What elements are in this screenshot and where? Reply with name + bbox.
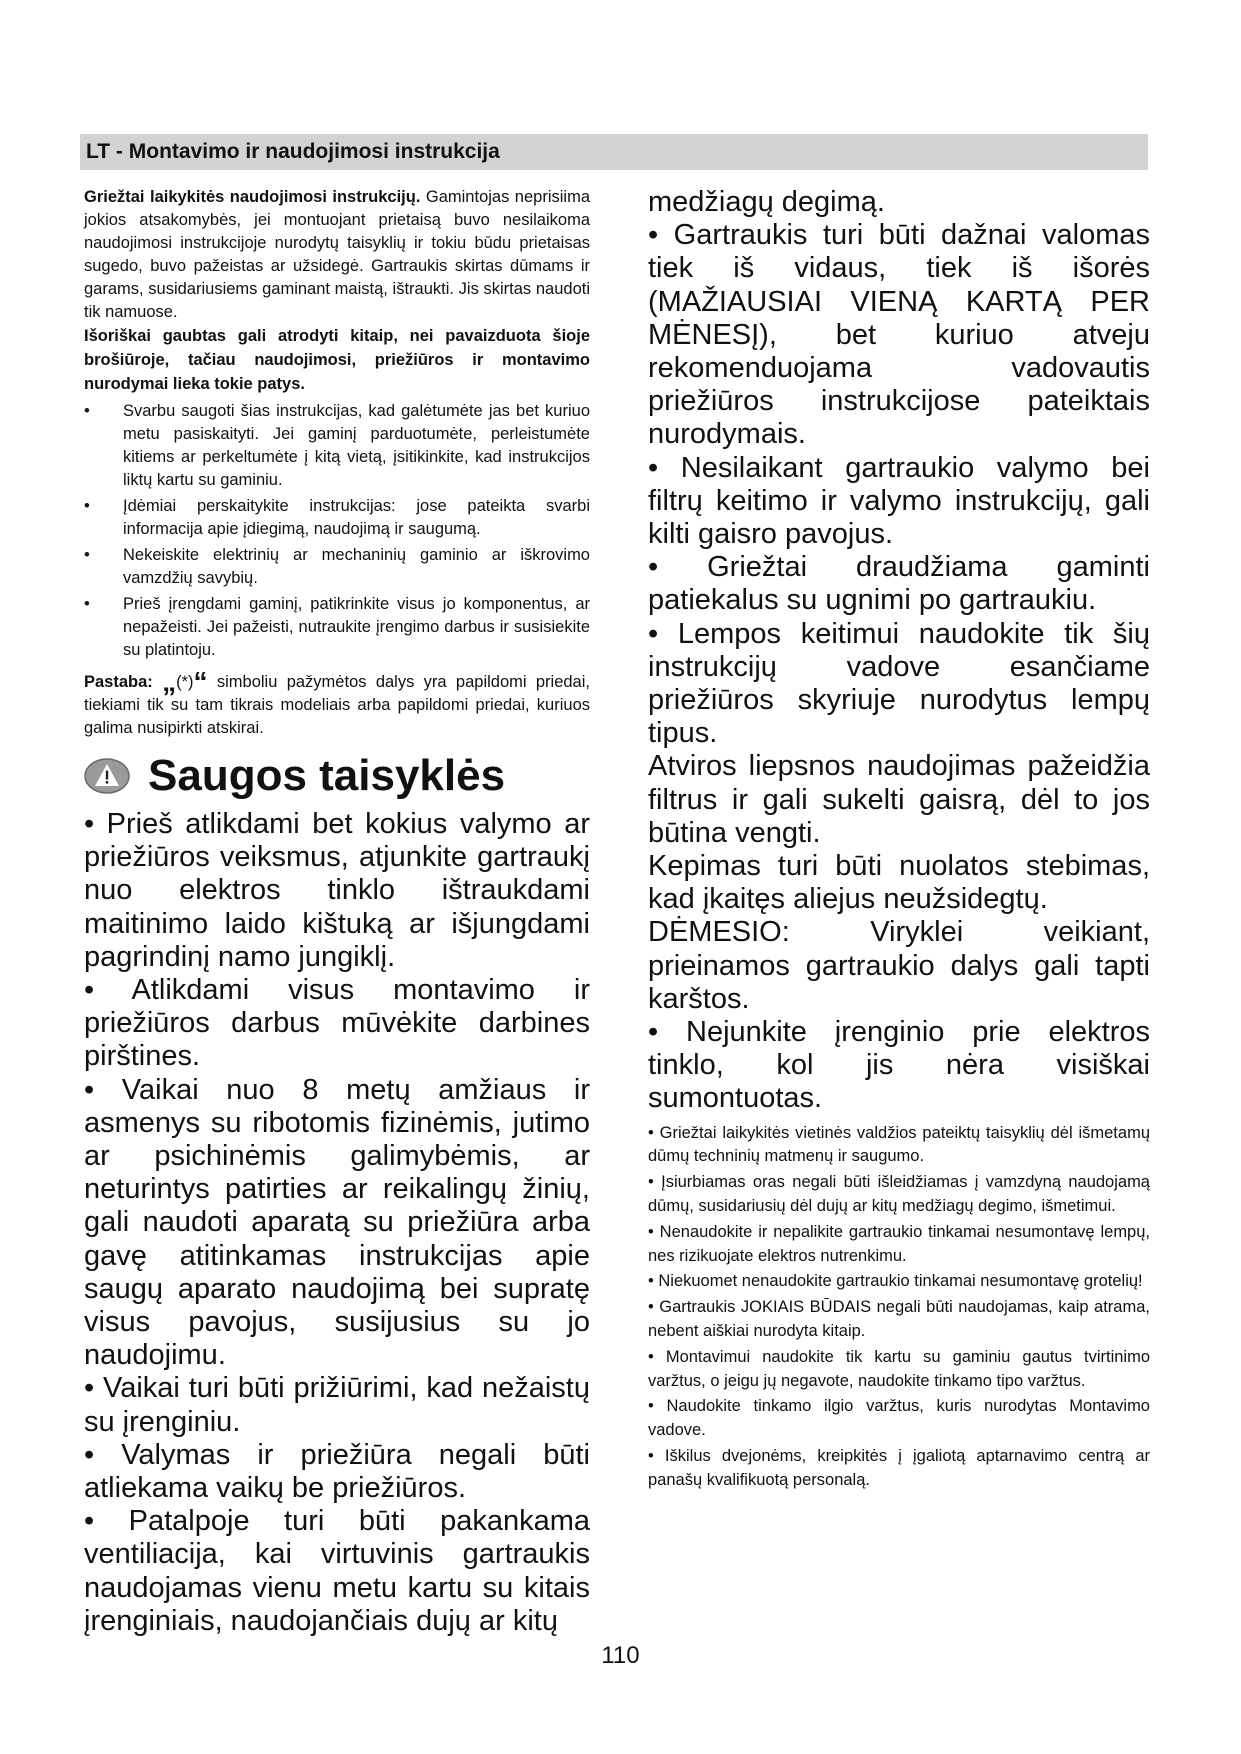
instruction-list <box>84 400 590 662</box>
safety-paragraph: • Nesilaikant gartraukio valymo bei filtrų keitimo ir valymo instrukcijų, gali kilti gaisro pavojus. <box>648 451 1150 551</box>
rule-paragraph: • Įsiurbiamas oras negali būti išleidžiamas į vamzdyną naudojamą dūmų, susidariusių dėl dujų ar kitų medžiagų degimo, išmetimui. <box>648 1173 1150 1216</box>
note-open-quote: „ <box>162 666 177 697</box>
safety-paragraph: • Vaikai nuo 8 metų amžiaus ir asmenys su ribotomis fizinėmis, jutimo ar psichinėmis galimybėmis, ar neturintys patirties ar reikalingų žinių, gali naudoti aparatą su priežiūra arba gavę atitinkamas instrukcijas apie saugų aparato naudojimą bei supratę visus pavojus, susijusius su jo naudojimu. <box>84 1073 590 1372</box>
rule-paragraph: • Niekuomet nenaudokite gartraukio tinkamai nesumontavę grotelių! <box>648 1272 1143 1291</box>
intro-text: Gamintojas neprisiima jokios atsakomybės, jei montuojant prietaisą buvo nesilaikoma naudojimosi instrukcijoje nurodytų taisyklių ir tokiu būdu prietaisas sugedo, buvo pažeistas ar užsidegė. Gartraukis skirtas dūmams ir garams, susidariusiems gaminant maistą, ištraukti. Jis skirtas naudoti tik namuose. <box>84 188 590 321</box>
section-title: LT - Montavimo ir naudojimosi instrukcija <box>86 140 500 163</box>
section-header <box>80 134 1148 170</box>
safety-paragraph: • Valymas ir priežiūra negali būti atliekama vaikų be priežiūros. <box>84 1438 590 1505</box>
safety-paragraph: • Lempos keitimui naudokite tik šių instrukcijų vadove esančiame priežiūros skyriuje nurodytus lempų tipus. <box>648 617 1150 750</box>
rule-paragraph: • Nenaudokite ir nepalikite gartraukio tinkamai nesumontavę lempų, nes rizikuojate elektros nutrenkimu. <box>648 1222 1150 1265</box>
safety-paragraph: • Griežtai draudžiama gaminti patiekalus su ugnimi po gartraukiu. <box>648 551 1150 617</box>
bullet-icon: • <box>84 546 90 564</box>
safety-paragraph: medžiagų degimą. <box>648 186 885 218</box>
warning-triangle-icon <box>84 758 130 794</box>
bullet-icon: • <box>84 497 90 515</box>
bullet-icon: • <box>84 595 90 613</box>
safety-paragraph: Kepimas turi būti nuolatos stebimas, kad įkaitęs aliejus neužsidegtų. <box>648 850 1150 916</box>
safety-paragraph: • Gartraukis turi būti dažnai valomas tiek iš vidaus, tiek iš išorės (MAŽIAUSIAI VIENĄ KARTĄ PER MĖNESĮ), bet kuriuo atveju rekomenduojama vadovautis priežiūros instrukcijose pateiktais nurodymais. <box>648 219 1150 451</box>
intro-bold: Griežtai laikykitės naudojimosi instrukcijų. <box>84 188 421 206</box>
note-label: Pastaba: <box>84 673 153 691</box>
safety-paragraph: DĖMESIO: Viryklei veikiant, prieinamos gartraukio dalys gali tapti karštos. <box>648 916 1150 1015</box>
list-item: • Nekeiskite elektrinių ar mechaninių gaminio ar iškrovimo vamzdžių savybių. <box>84 546 590 587</box>
note-paragraph <box>84 666 590 740</box>
safety-paragraph: • Prieš atlikdami bet kokius valymo ar priežiūros veiksmus, atjunkite gartraukį nuo elektros tinklo ištraukdami maitinimo laido kištuką ar išjungdami pagrindinį namo jungiklį. <box>84 808 590 973</box>
rule-paragraph: • Iškilus dvejonėms, kreipkitės į įgaliotą aptarnavimo centrą ar panašų kvalifikuotą personalą. <box>648 1447 1150 1489</box>
left-column <box>84 186 590 1638</box>
bullet-icon: • <box>84 402 90 420</box>
right-column <box>648 186 1150 1495</box>
note-close-quote: “ <box>193 666 208 697</box>
safety-paragraph: • Nejunkite įrenginio prie elektros tinklo, kol jis nėra visiškai sumontuotas. <box>648 1016 1150 1115</box>
list-item: • Svarbu saugoti šias instrukcijas, kad galėtumėte jas bet kuriuo metu pasiskaityti. Jei gaminį parduotumėte, perleistumėte kitiems ar perkeltumėte į kitą vietą, įsitikinkite, kad instrukcijos liktų kartu su gaminiu. <box>84 402 590 489</box>
safety-paragraph: • Patalpoje turi būti pakankama ventiliacija, kai virtuvinis gartraukis naudojamas vienu metu kartu su kitais įrenginiais, naudojančiais dujų ar kitų <box>84 1505 590 1637</box>
safety-paragraph: Atviros liepsnos naudojimas pažeidžia filtrus ir gali sukelti gaisrą, dėl to jos būtina vengti. <box>648 750 1150 849</box>
rule-paragraph: • Montavimui naudokite tik kartu su gaminiu gautus tvirtinimo varžtus, o jeigu jų negavote, naudokite tinkamo tipo varžtus. <box>648 1347 1150 1390</box>
list-item: • Įdėmiai perskaitykite instrukcijas: jose pateikta svarbi informacija apie įdiegimą, naudojimą ir saugumą. <box>84 497 590 538</box>
safety-paragraph: • Vaikai turi būti prižiūrimi, kad nežaistų su įrenginiu. <box>84 1372 590 1438</box>
list-item: • Prieš įrengdami gaminį, patikrinkite visus jo komponentus, ar nepažeisti. Jei pažeisti, nutraukite įrengimo darbus ir susisiekite su platintoju. <box>84 595 590 659</box>
rule-paragraph: • Naudokite tinkamo ilgio varžtus, kuris nurodytas Montavimo vadove. <box>648 1397 1150 1440</box>
page-number: 110 <box>601 1642 640 1669</box>
intro-paragraph <box>84 186 590 324</box>
appearance-note: Išoriškai gaubtas gali atrodyti kitaip, nei pavaizduota šioje brošiūroje, tačiau naudojimosi, priežiūros ir montavimo nurodymai lieka tokie patys. <box>84 327 590 393</box>
rule-paragraph: • Griežtai laikykitės vietinės valdžios pateiktų taisyklių dėl išmetamų dūmų techninių matmenų ir saugumo. <box>648 1123 1150 1166</box>
safety-heading <box>84 752 590 808</box>
safety-title: Saugos taisyklės <box>148 751 506 800</box>
note-text: simboliu pažymėtos dalys yra papildomi priedai, tiekiami tik su tam tikrais modeliais arba papildomi priedai, kuriuos galima nusipirkti atskirai. <box>84 673 590 737</box>
note-symbol: (*) <box>176 673 194 691</box>
rule-paragraph: • Gartraukis JOKIAIS BŪDAIS negali būti naudojamas, kaip atrama, nebent aiškiai nurodyta kitaip. <box>648 1298 1150 1341</box>
safety-paragraph: • Atlikdami visus montavimo ir priežiūros darbus mūvėkite darbines pirštines. <box>84 974 590 1073</box>
